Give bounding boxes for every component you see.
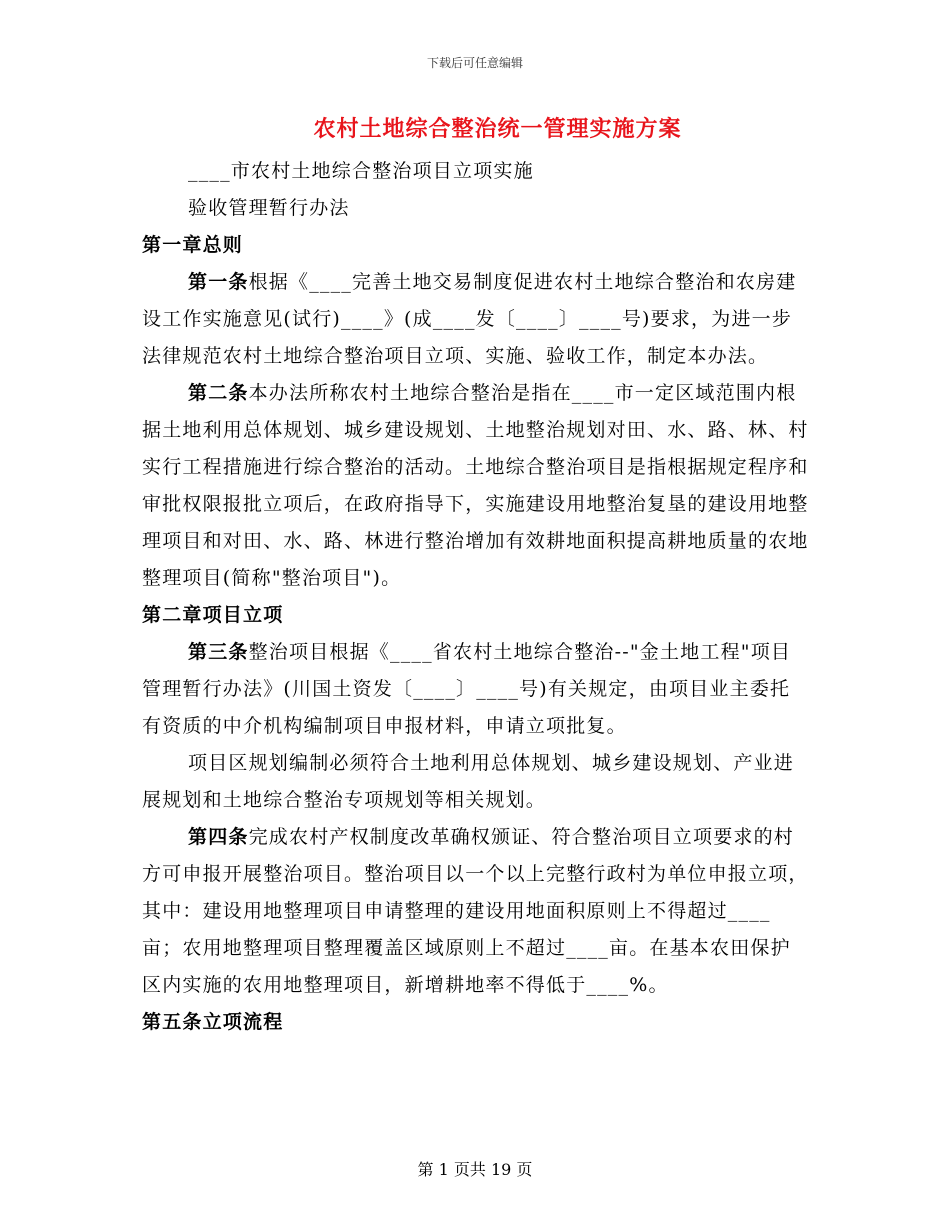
header-note: 下载后可任意编辑 bbox=[426, 56, 523, 70]
article-4-text: 完成农村产权制度改革确权颁证、符合整治项目立项要求的村方可申报开展整治项目。整治项目以一个以上完整行政村为单位申报立项，其中：建设用地整理项目申请整理的建设用地面积原则上不得超过____亩；农用地整理项目整理覆盖区域原则上不超过____亩。在基本农田保护区内实施的农用地整理项目，新增耕地率不得低于____%。 bbox=[142, 826, 809, 996]
document-title: 农村土地综合整治统一管理实施方案 bbox=[313, 116, 682, 142]
article-1-label: 第一条 bbox=[188, 271, 249, 293]
article-1-text: 根据《____完善土地交易制度促进农村土地综合整治和农房建设工作实施意见(试行)____》(成____发〔____〕____号)要求，为进一步法律规范农村土地综合整治项目立项、实施、验收工作，制定本办法。 bbox=[142, 271, 797, 367]
article-1 bbox=[142, 264, 810, 375]
document-body bbox=[142, 153, 810, 1041]
chapter-2-heading: 第二章项目立项 bbox=[142, 604, 284, 626]
article-5-heading: 第五条立项流程 bbox=[142, 1011, 284, 1033]
article-3 bbox=[142, 634, 810, 745]
article-4-label: 第四条 bbox=[188, 826, 249, 848]
article-2-text: 本办法所称农村土地综合整治是指在____市一定区域范围内根据土地利用总体规划、城乡建设规划、土地整治规划对田、水、路、林、村实行工程措施进行综合整治的活动。土地综合整治项目是指根据规定程序和审批权限报批立项后，在政府指导下，实施建设用地整治复垦的建设用地整理项目和对田、水、路、林进行整治增加有效耕地面积提高耕地质量的农地整理项目(简称"整治项目")。 bbox=[142, 382, 809, 589]
chapter-1-heading: 第一章总则 bbox=[142, 234, 244, 256]
article-2 bbox=[142, 375, 810, 597]
subtitle-line-2: 验收管理暂行办法 bbox=[188, 197, 350, 219]
subtitle-line-1: ____市农村土地综合整治项目立项实施 bbox=[188, 160, 534, 182]
article-3-label: 第三条 bbox=[188, 641, 249, 663]
article-3-text: 整治项目根据《____省农村土地综合整治--"金土地工程"项目管理暂行办法》(川国土资发〔____〕____号)有关规定，由项目业主委托有资质的中介机构编制项目申报材料，申请立项批复。 bbox=[142, 641, 792, 737]
article-4 bbox=[142, 819, 810, 1004]
page-number-footer: 第 1 页共 19 页 bbox=[417, 1160, 533, 1179]
planning-paragraph: 项目区规划编制必须符合土地利用总体规划、城乡建设规划、产业进展规划和土地综合整治专项规划等相关规划。 bbox=[142, 752, 795, 811]
article-2-label: 第二条 bbox=[188, 382, 249, 404]
